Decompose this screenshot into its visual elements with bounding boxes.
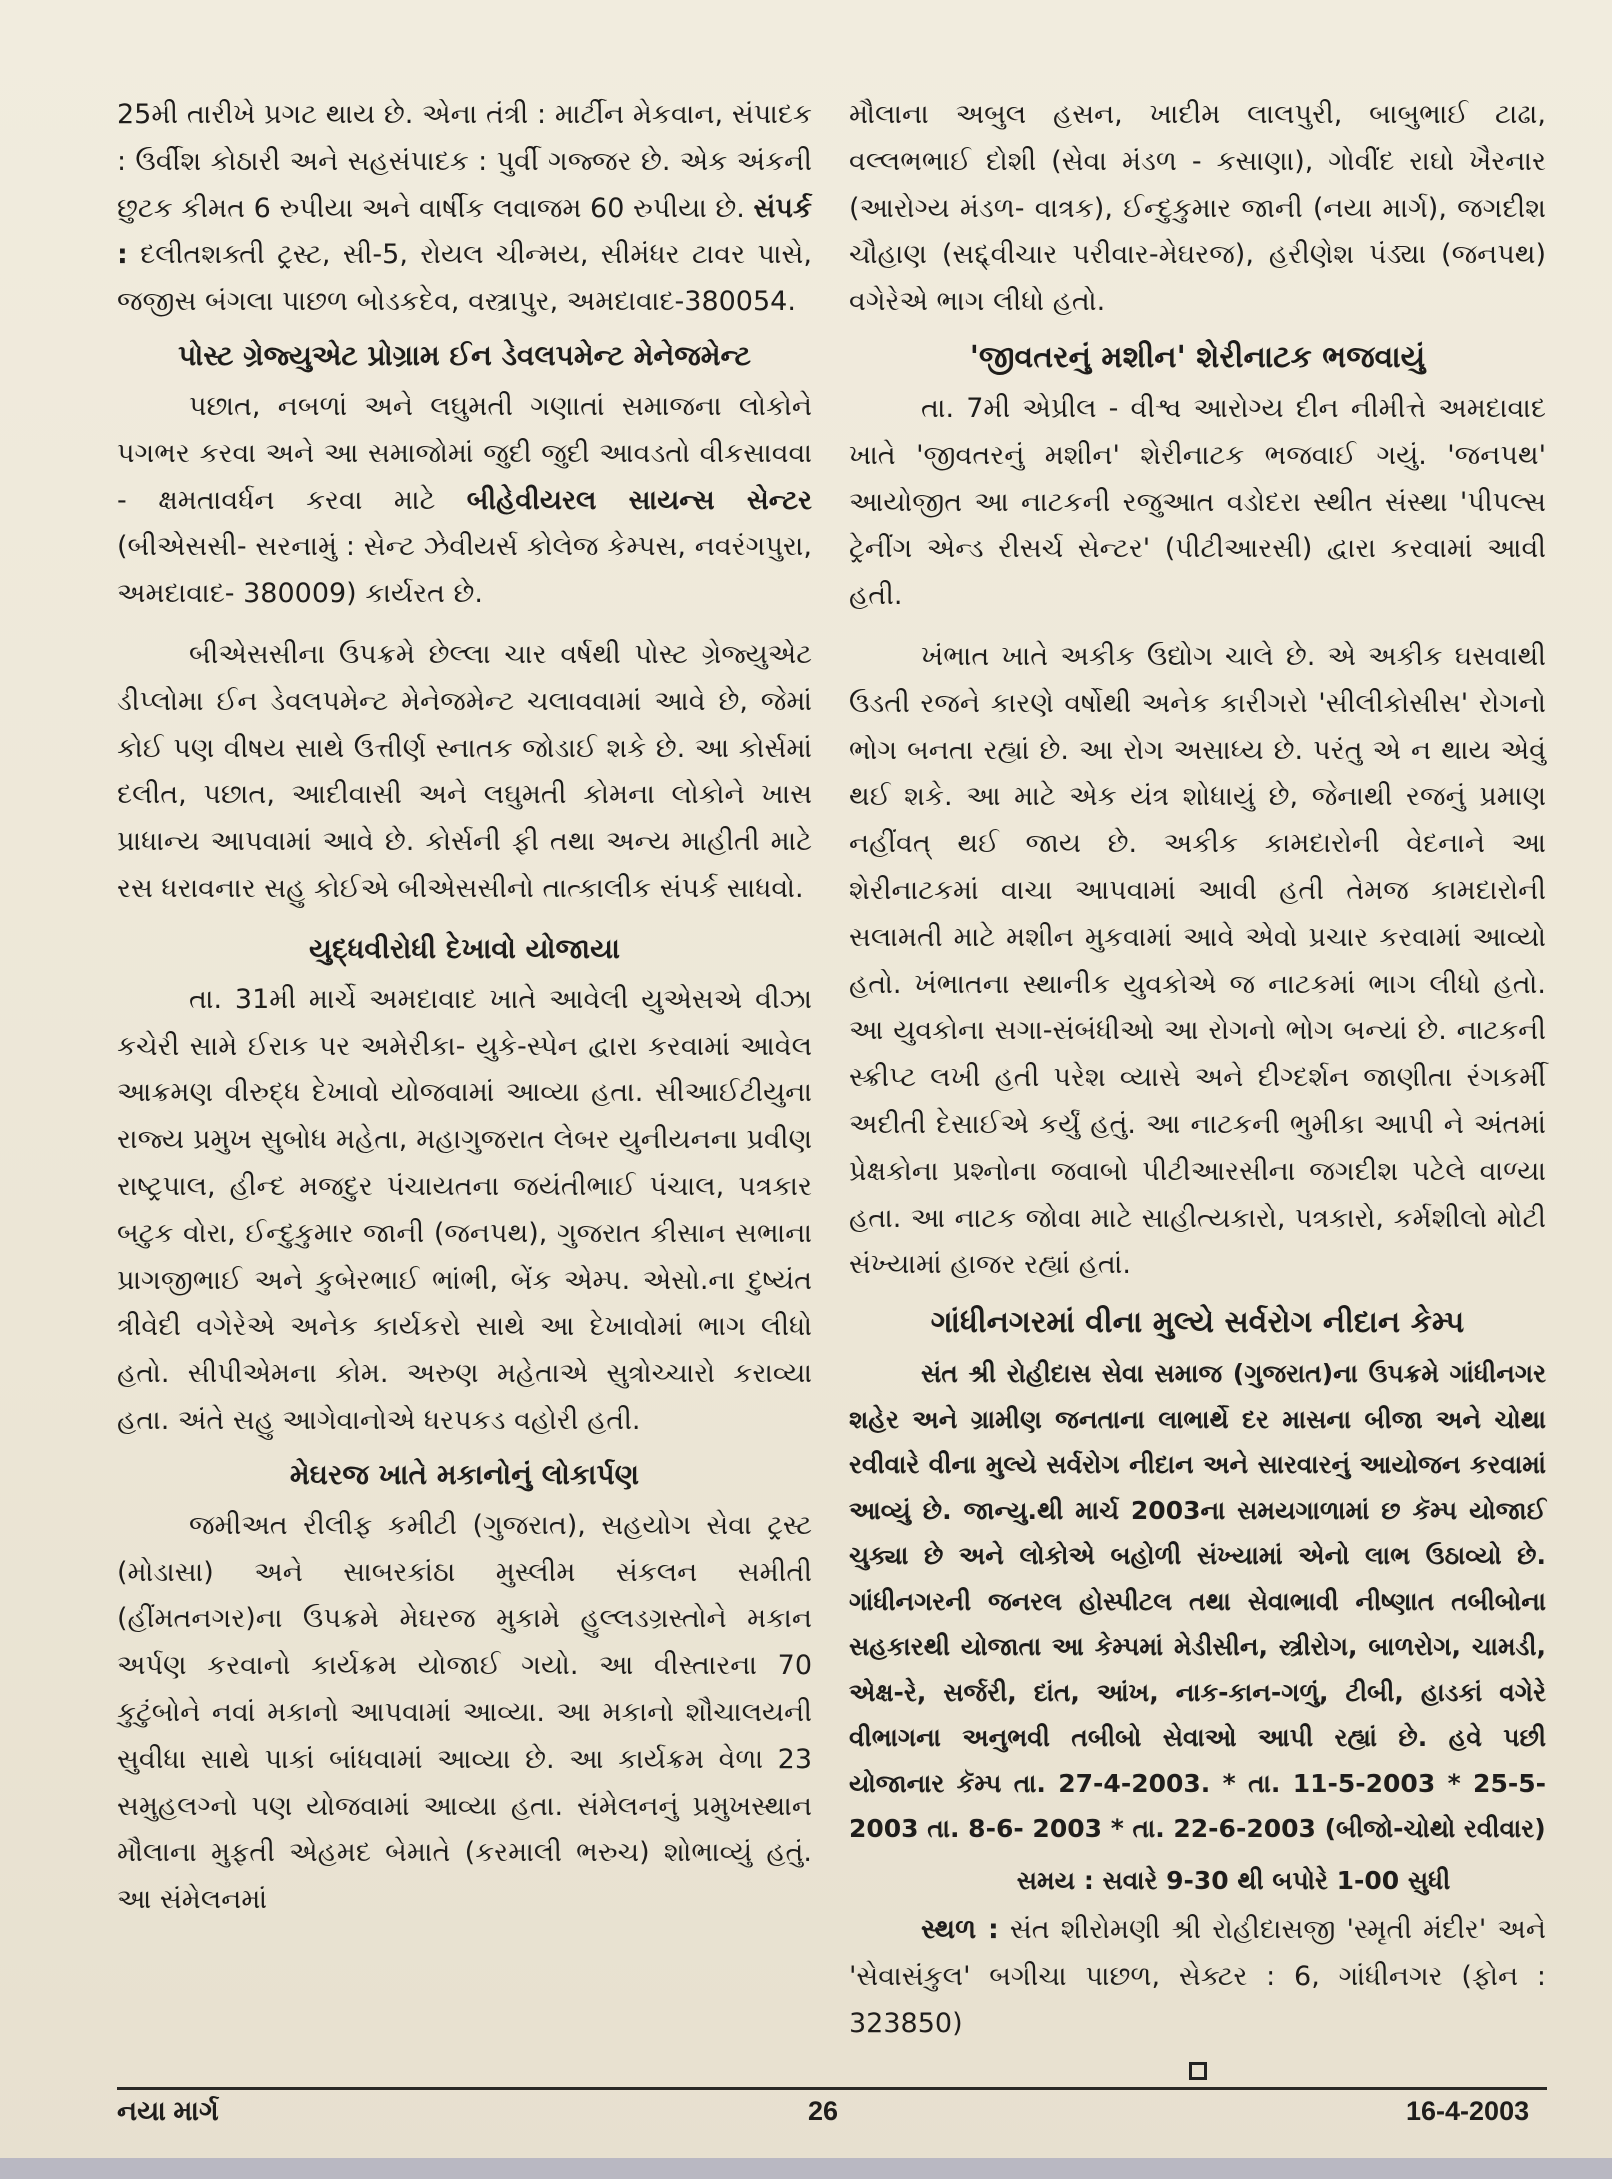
intro-text: 25મી તારીખે પ્રગટ થાય છે. એના તંત્રી : માર્ટીન મેકવાન, સંપાદક : ઉર્વીશ કોઠારી અને સહસંપાદક : પુર્વી ગજ્જર છે. એક અંકની છુટક કીમત 6 રુપીયા અને વાર્ષીક લવાજમ 60 રુપીયા છે.	[117, 99, 812, 224]
medical-camp-paragraph: સંત શ્રી રોહીદાસ સેવા સમાજ (ગુજરાત)ના ઉપક્રમે ગાંધીનગર શહેર અને ગ્રામીણ જનતાના લાભાર્થે દર માસના બીજા અને ચોથા રવીવારે વીના મુલ્યે સર્વરોગ નીદાન અને સારવારનું આયોજન કરવામાં આવ્યું છે. જાન્યુ.થી માર્ચ 2003ના સમયગાળામાં છ કૅમ્પ યોજાઈ ચુક્યા છે અને લોકોએ બહોળી સંખ્યામાં એનો લાભ ઉઠાવ્યો છે. ગાંધીનગરની જનરલ હોસ્પીટલ તથા સેવાભાવી નીષ્ણાત તબીબોના સહકારથી યોજાતા આ કેમ્પમાં મેડીસીન, સ્ત્રીરોગ, બાળરોગ, ચામડી, એક્ષ-રે, સર્જરી, દાંત, આંખ, નાક-કાન-ગળું, ટીબી, હાડકાં વગેરે વીભાગના અનુભવી તબીબો સેવાઓ આપી રહ્યાં છે. હવે પછી યોજાનાર કૅમ્પ તા. 27-4-2003. * તા. 11-5-2003 * 25-5-2003 તા. 8-6- 2003 * તા. 22-6-2003 (બીજો-ચોથો રવીવાર)	[849, 1359, 1546, 1844]
contact-label: સંપર્ક :	[117, 192, 812, 271]
heading-street-play: 'જીવતરનું મશીન' શેરીનાટક ભજવાયું	[969, 339, 1426, 375]
anti-war-paragraph: તા. 31મી માર્ચે અમદાવાદ ખાતે આવેલી યુએસએ વીઝા કચેરી સામે ઈરાક પર અમેરીકા- યુકે-સ્પેન દ્વારા કરવામાં આવેલ આક્રમણ વીરુદ્ધ દેખાવો યોજવામાં આવ્યા હતા. સીઆઈટીયુના રાજ્ય પ્રમુખ સુબોધ મહેતા, મહાગુજરાત લેબર યુનીયનના પ્રવીણ રાષ્ટ્રપાલ, હીન્દ મજદુર પંચાયતના જયંતીભાઈ પંચાલ, પત્રકાર બટુક વોરા, ઈન્દુકુમાર જાની (જનપથ), ગુજરાત કીસાન સભાના પ્રાગજીભાઈ અને કુબેરભાઈ ભાંભી, બેંક એમ્પ. એસો.ના દુષ્યંત ત્રીવેદી વગેરેએ અનેક કાર્યકરો સાથે આ દેખાવોમાં ભાગ લીધો હતો. સીપીએમના કોમ. અરુણ મહેતાએ સુત્રોચ્ચારો કરાવ્યા હતા. અંતે સહુ આગેવાનોએ ધરપકડ વહોરી હતી.	[117, 983, 812, 1436]
heading-anti-war-protest: યુદ્ધવીરોધી દેખાવો યોજાયા	[309, 931, 620, 965]
heading-meghraj-houses: મેઘરજ ખાતે મકાનોનું લોકાર્પણ	[289, 1457, 640, 1491]
meghraj-paragraph: જમીઅત રીલીફ કમીટી (ગુજરાત), સહયોગ સેવા ટ્રસ્ટ (મોડાસા) અને સાબરકાંઠા મુસ્લીમ સંકલન સમીતી (હીંમતનગર)ના ઉપક્રમે મેઘરજ મુકામે હુલ્લડગ્રસ્તોને મકાન અર્પણ કરવાનો કાર્યક્રમ યોજાઈ ગયો. આ વીસ્તારના 70 કુટુંબોને નવાં મકાનો આપવામાં આવ્યા. આ મકાનો શૌચાલયની સુવીધા સાથે પાકાં બાંધવામાં આવ્યા છે. આ કાર્યક્રમ વેળા 23 સમુહલગ્નો પણ યોજવામાં આવ્યા હતા. સંમેલનનું પ્રમુખસ્થાન મૌલાના મુફતી એહમદ બેમાતે (કરમાલી ભરુચ) શોભાવ્યું હતું. આ સંમેલનમાં	[117, 1509, 812, 1916]
place-text: સંત શીરોમણી શ્રી રોહીદાસજી 'સ્મૃતી મંદીર' અને 'સેવાસંકુલ' બગીચા પાછળ, સેક્ટર : 6, ગાંધીનગર (ફોન : 323850)	[849, 1914, 1546, 2039]
place-label: સ્થળ :	[921, 1914, 999, 1946]
footer-rule	[117, 2087, 1547, 2090]
camp-place-paragraph	[849, 1907, 1546, 2047]
heading-pg-program: પોસ્ટ ગ્રેજ્યુએટ પ્રોગ્રામ ઈન ડેવલપમેન્ટ મેનેજમેન્ટ	[178, 338, 751, 372]
footer-date: 16-4-2003	[1406, 2096, 1530, 2126]
right-column	[849, 92, 1546, 2080]
intro-paragraph	[117, 92, 812, 326]
continued-paragraph: મૌલાના અબુલ હસન, ખાદીમ લાલપુરી, બાબુભાઈ ટાઢા, વલ્લભભાઈ દોશી (સેવા મંડળ - કસાણા), ગોવીંદ રાઘો ખૈરનાર (આરોગ્ય મંડળ- વાત્રક), ઈન્દુકુમાર જાની (નયા માર્ગ), જગદીશ ચૌહાણ (સદ્દ્વીચાર પરીવાર-મેઘરજ), હરીણેશ પંડ્યા (જનપથ) વગેરેએ ભાગ લીધો હતો.	[849, 99, 1546, 318]
left-column	[117, 92, 812, 1924]
pg-program-paragraph-2: બીએસસીના ઉપક્રમે છેલ્લા ચાર વર્ષથી પોસ્ટ ગ્રેજ્યુએટ ડીપ્લોમા ઈન ડેવલપમેન્ટ મેનેજમેન્ટ ચલાવવામાં આવે છે, જેમાં કોઈ પણ વીષય સાથે ઉત્તીર્ણ સ્નાતક જોડાઈ શકે છે. આ કોર્સમાં દલીત, પછાત, આદીવાસી અને લઘુમતી કોમના લોકોને ખાસ પ્રાધાન્ય આપવામાં આવે છે. કોર્સની ફી તથા અન્ય માહીતી માટે રસ ધરાવનાર સહુ કોઈએ બીએસસીનો તાત્કાલીક સંપર્ક સાધવો.	[117, 638, 812, 904]
street-play-paragraph-2: ખંભાત ખાતે અકીક ઉદ્યોગ ચાલે છે. એ અકીક ઘસવાથી ઉડતી રજને કારણે વર્ષોથી અનેક કારીગરો 'સીલીકોસીસ' રોગનો ભોગ બનતા રહ્યાં છે. આ રોગ અસાધ્ય છે. પરંતુ એ ન થાય એવું થઈ શકે. આ માટે એક યંત્ર શોધાયું છે, જેનાથી રજનું પ્રમાણ નહીંવત્ થઈ જાય છે. અકીક કામદારોની વેદનાને આ શેરીનાટકમાં વાચા આપવામાં આવી હતી તેમજ કામદારોની સલામતી માટે મશીન મુકવામાં આવે એવો પ્રચાર કરવામાં આવ્યો હતો. ખંભાતના સ્થાનીક યુવકોએ જ નાટકમાં ભાગ લીધો હતો. આ યુવકોના સગા-સંબંધીઓ આ રોગનો ભોગ બન્યાં છે. નાટકની સ્ક્રીપ્ટ લખી હતી પરેશ વ્યાસે અને દીગ્દર્શન જાણીતા રંગકર્મી અદીતી દેસાઈએ કર્યું હતું. આ નાટકની ભુમીકા આપી ને અંતમાં પ્રેક્ષકોના પ્રશ્નોના જવાબો પીટીઆરસીના જગદીશ પટેલે વાળ્યા હતા. આ નાટક જોવા માટે સાહીત્યકારો, પત્રકારો, કર્મશીલો મોટી સંખ્યામાં હાજર રહ્યાં હતાં.	[849, 640, 1546, 1281]
street-play-paragraph-1: તા. 7મી એપ્રીલ - વીશ્વ આરોગ્ય દીન નીમીત્તે અમદાવાદ ખાતે 'જીવતરનું મશીન' શેરીનાટક ભજવાઈ ગયું. 'જનપથ' આયોજીત આ નાટકની રજુઆત વડોદરા સ્થીત સંસ્થા 'પીપલ્સ ટ્રેનીંગ એન્ડ રીસર્ચ સેન્ટર' (પીટીઆરસી) દ્વારા કરવામાં આવી હતી.	[849, 392, 1546, 612]
pg-program-text-2: (બીએસસી- સરનામું : સેન્ટ ઝેવીયર્સ કોલેજ કેમ્પસ, નવરંગપુરા, અમદાવાદ- 380009) કાર્યરત છે.	[117, 531, 812, 610]
pg-program-text-1: પછાત, નબળાં અને લઘુમતી ગણાતાં સમાજના લોકોને પગભર કરવા અને આ સમાજોમાં જુદી જુદી આવડતો વીકસાવવા - ક્ષમતાવર્ધન કરવા માટે	[117, 390, 812, 516]
camp-timing: સમય : સવારે 9-30 થી બપોરે 1-00 સુધી	[1016, 1865, 1451, 1895]
footer-page-number: 26	[808, 2096, 839, 2126]
end-of-article-square-icon	[1189, 2062, 1207, 2080]
bsc-name: બીહેવીયરલ સાયન્સ સેન્ટર	[466, 484, 812, 516]
footer-publication-name: નયા માર્ગ	[117, 2096, 219, 2126]
pg-program-paragraph-1	[117, 384, 812, 618]
heading-medical-camp: ગાંધીનગરમાં વીના મુલ્યે સર્વરોગ નીદાન કેમ્પ	[930, 1305, 1465, 1341]
contact-address: દલીતશક્તી ટ્રસ્ટ, સી-5, રોયલ ચીન્મય, સીમંધર ટાવર પાસે, જજીસ બંગલા પાછળ બોડકદેવ, વસ્ત્રાપુર, અમદાવાદ-380054.	[117, 239, 812, 318]
scan-bottom-edge	[0, 2158, 1612, 2179]
